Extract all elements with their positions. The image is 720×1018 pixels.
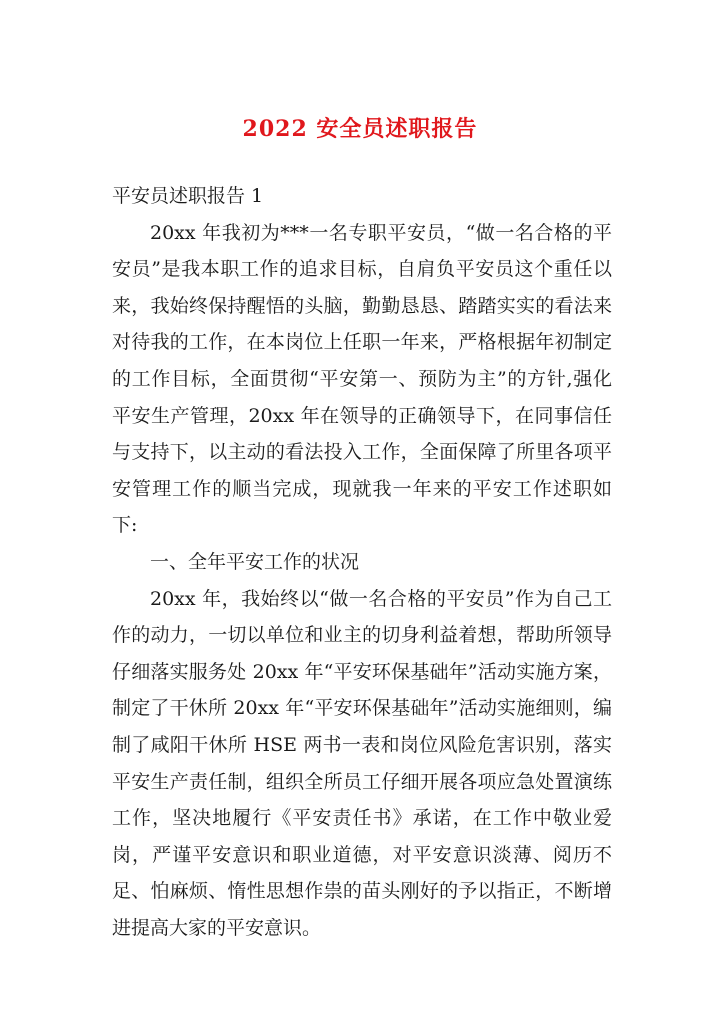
heading-1: 一、全年平安工作的状况 xyxy=(150,550,360,573)
section-title: 平安员述职报告 1 xyxy=(112,185,264,207)
document-title: 2022 安全员述职报告 xyxy=(242,116,478,142)
paragraph-1: 20xx 年我初为***一名专职平安员，“做一名合格的平安员”是我本职工作的追求目标，自肩负平安员这个重任以来，我始终保持醒悟的头脑，勤勤恳恳、踏踏实实的看法来对待我的工作，在本岗位上任职一年来，严格根据年初制定的工作目标，全面贯彻“平安第一、预防为主”的方针,强化平安生产管理，20xx 年在领导的正确领导下，在同事信任与支持下，以主动的看法投入工作，全面保障了所里各项平安管理工作的顺当完成，现就我一年来的平安工作述职如下: xyxy=(112,221,612,537)
document-body xyxy=(112,178,612,946)
paragraph-2: 20xx 年，我始终以“做一名合格的平安员”作为自己工作的动力，一切以单位和业主的切身利益着想，帮助所领导仔细落实服务处 20xx 年“平安环保基础年”活动实施方案，制定了干休所 20xx 年“平安环保基础年”活动实施细则，编制了咸阳干休所 HSE 两书一表和岗位风险危害识别，落实平安生产责任制，组织全所员工仔细开展各项应急处置演练工作，坚决地履行《平安责任书》承诺，在工作中敬业爱岗，严谨平安意识和职业道德，对平安意识淡薄、阅历不足、怕麻烦、惰性思想作祟的苗头刚好的予以指正，不断增进提高大家的平安意识。 xyxy=(112,587,612,939)
